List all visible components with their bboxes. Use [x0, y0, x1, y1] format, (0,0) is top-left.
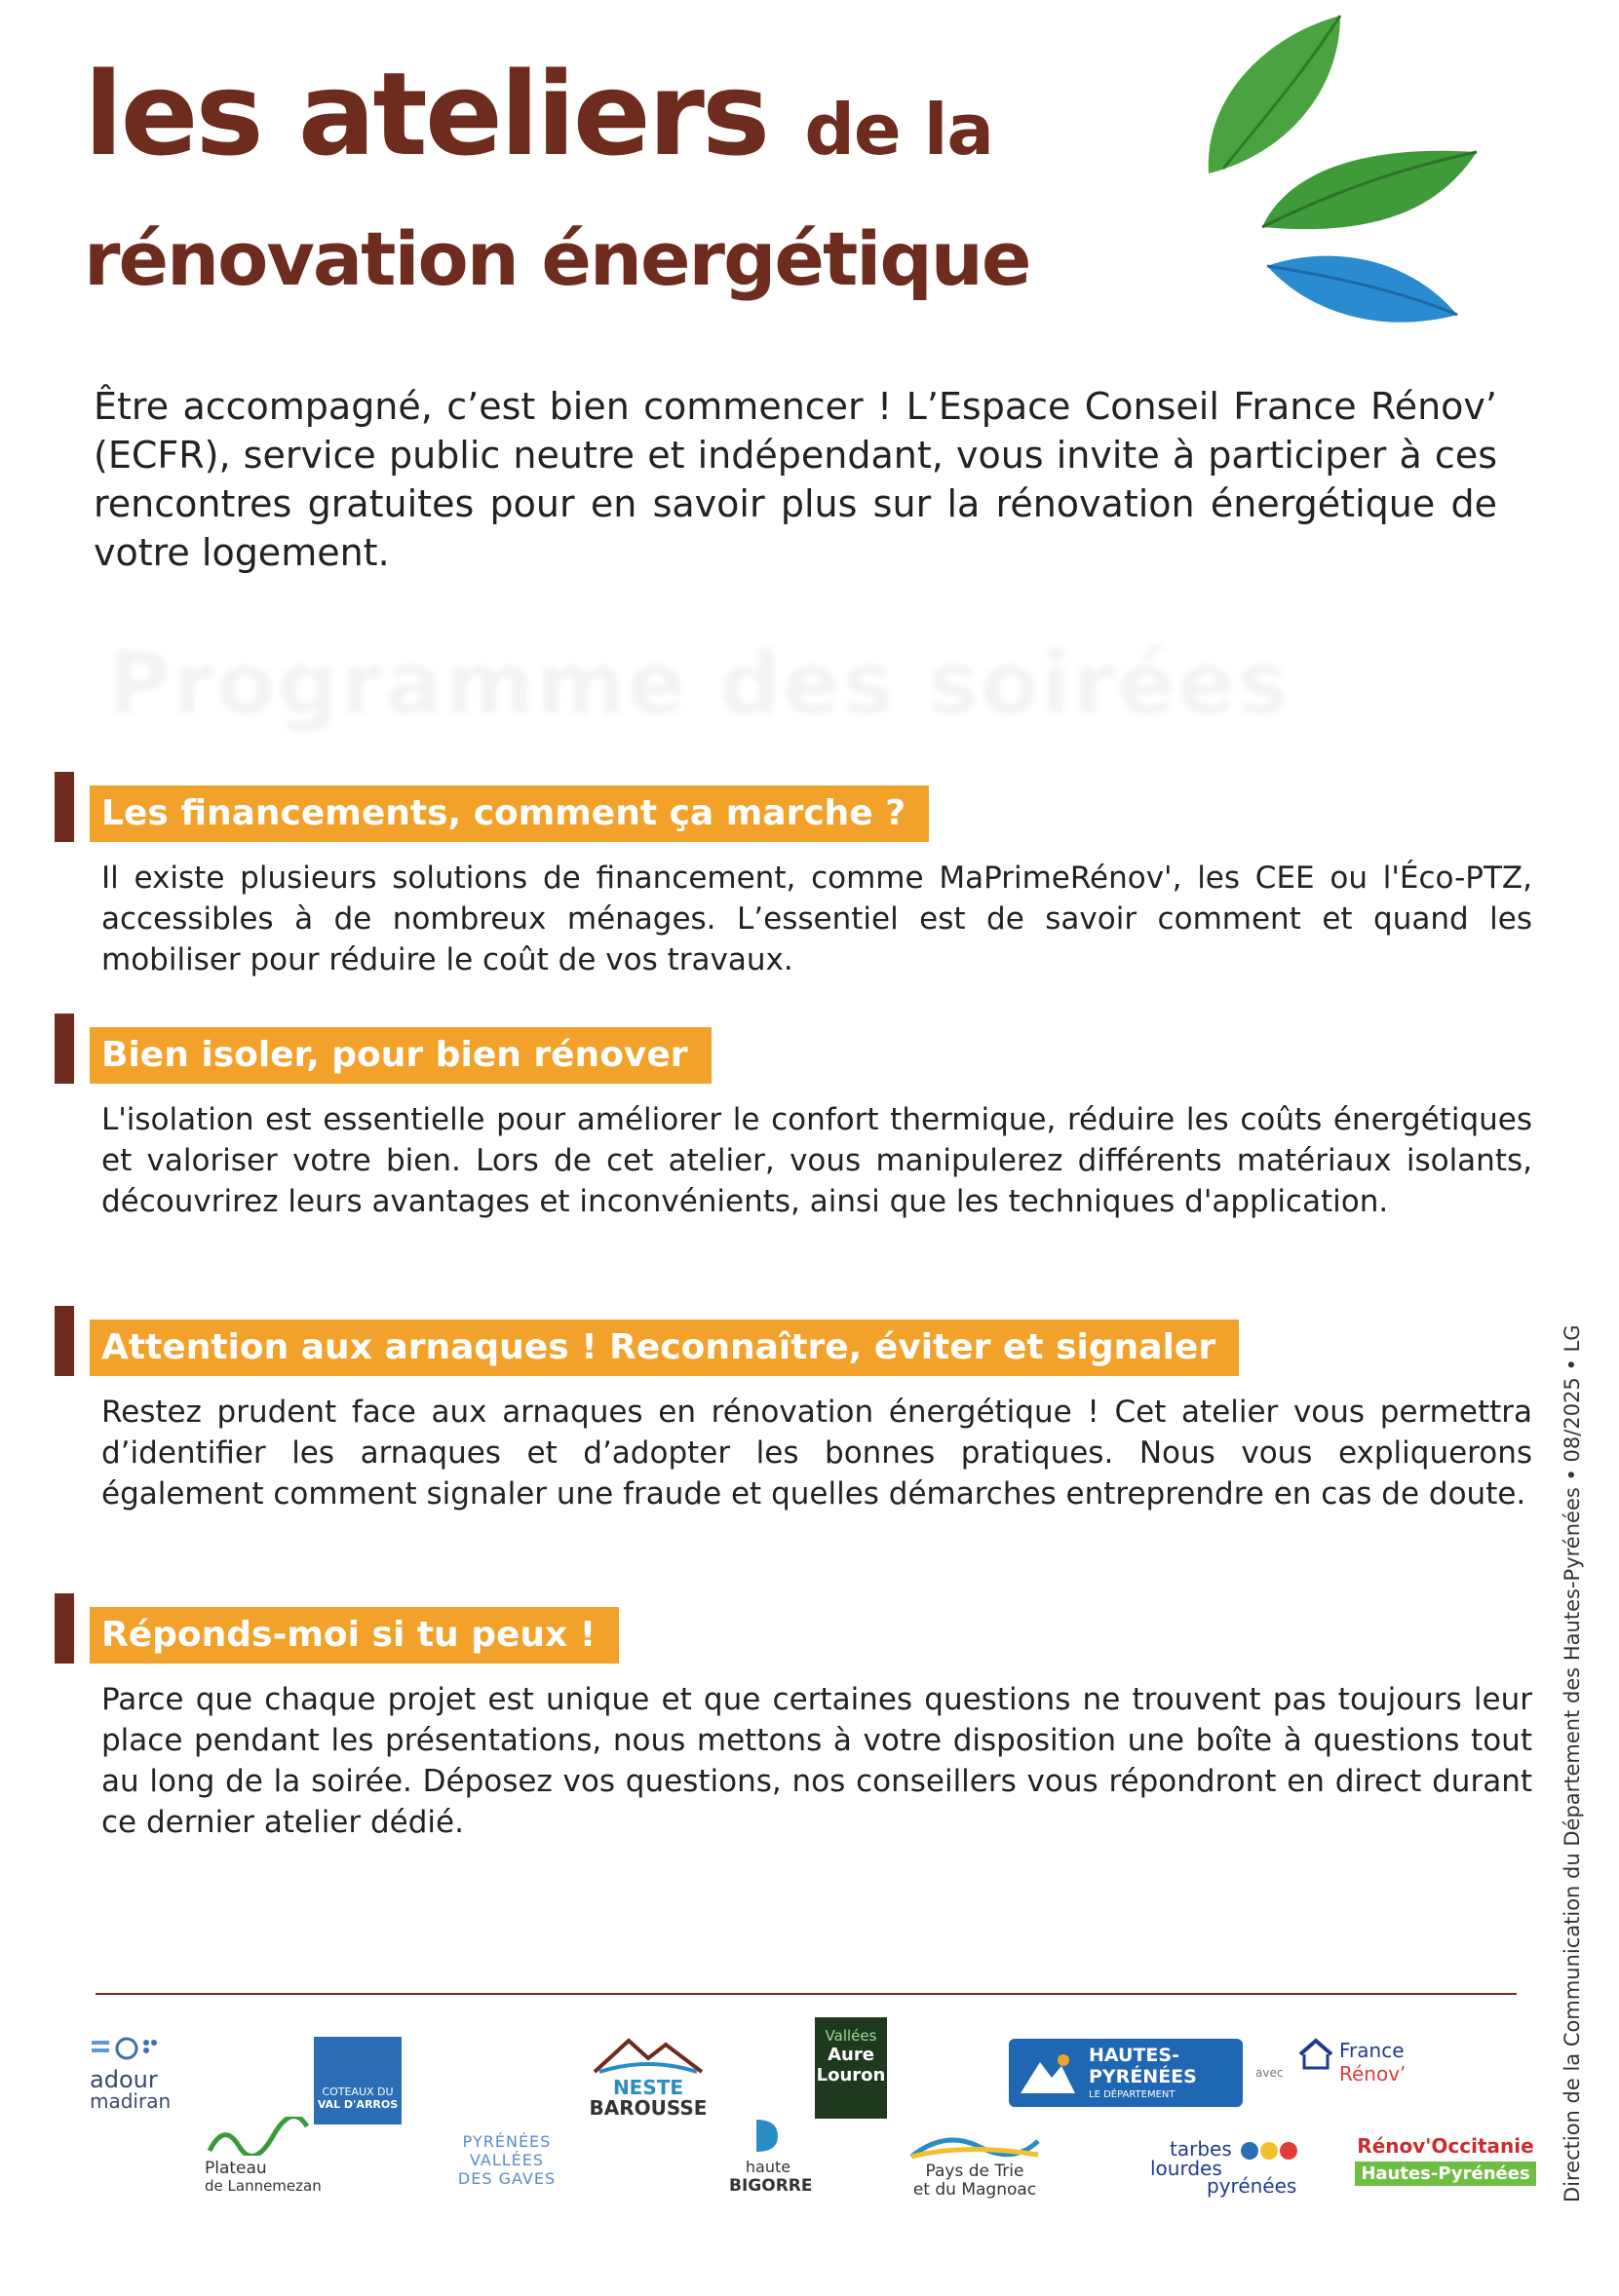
credit-text: Direction de la Communication du Département des Hautes-Pyrénées • 08/2025 • LG [1561, 1324, 1584, 2202]
hills-icon [906, 2129, 1043, 2159]
section-bar [55, 1593, 74, 1664]
logo-neste-barousse: NESTE BAROUSSE [585, 2035, 712, 2123]
page-title [84, 47, 994, 181]
title-main: les ateliers [84, 47, 768, 181]
logo-haute-bigorre: haute BIGORRE [729, 2115, 807, 2212]
landscape-icon [205, 2117, 312, 2156]
logo-hautes-pyrenees-departement: HAUTES- PYRÉNÉES LE DÉPARTEMENT [1009, 2039, 1243, 2107]
logo-pays-trie-magnoac: Pays de Trie et du Magnoac [902, 2129, 1048, 2202]
dots-icon [1240, 2139, 1298, 2162]
logo-pyrenees-vallees-gaves: PYRÉNÉES VALLÉES DES GAVES [457, 2132, 557, 2188]
intro-text: Être accompagné, c’est bien commencer ! L’Espace Conseil France Rénov’ (ECFR), service public neutre et indépendant, vous invite à participer à ces rencontres gratuites pour en savoir plus sur la rénovation énergétique de votre logement. [94, 385, 1497, 574]
section-bar [55, 772, 74, 842]
logo-coteaux-val-darros: COTEAUX DU VAL D'ARROS [314, 2037, 402, 2124]
section-financements [55, 772, 1536, 980]
section-bar [55, 1306, 74, 1376]
logo-aure-louron: Vallées Aure Louron [815, 2017, 887, 2119]
section-body: L'isolation est essentielle pour améliorer le confort thermique, réduire les coûts énergétiques et valoriser votre bien. Lors de cet atelier, vous manipulerez différents matériaux isolants, découvrirez leurs avantages et inconvénients, ainsi que les techniques d'application. [101, 1102, 1532, 1219]
section-arnaques [55, 1306, 1536, 1514]
leaves-icon [1194, 8, 1486, 339]
logo-france-renov: France Rénov’ [1296, 2037, 1433, 2105]
house-icon [1296, 2037, 1335, 2072]
mountain-icon [590, 2035, 707, 2074]
page-subtitle: rénovation énergétique [84, 215, 1030, 302]
faded-heading: Programme des soirées [107, 633, 1291, 734]
wave-icon [749, 2115, 788, 2154]
section-title: Réponds-moi si tu peux ! [90, 1607, 619, 1664]
logo-renov-occitanie: Rénov'Occitanie Hautes-Pyrénées [1357, 2134, 1534, 2184]
water-drop-icon [90, 2035, 168, 2064]
section-bar [55, 1014, 74, 1084]
title-connector: de la [804, 89, 994, 171]
section-title: Attention aux arnaques ! Reconnaître, éviter et signaler [90, 1320, 1239, 1376]
section-title: Les financements, comment ça marche ? [90, 785, 929, 842]
logo-tarbes-lourdes-pyrenees: tarbes lourdes pyrénées [1150, 2137, 1297, 2198]
footer-divider [96, 1993, 1517, 1995]
logo-adour-madiran: adour madiran [90, 2035, 197, 2132]
section-body: Parce que chaque projet est unique et que certaines questions ne trouvent pas toujours leur place pendant les présentations, nous mettons à votre disposition une boîte à questions tout au long de la soirée. Déposez vos questions, nos conseillers vous répondront en direct durant ce dernier atelier dédié. [101, 1682, 1532, 1840]
section-questions [55, 1593, 1536, 1843]
credit-vertical [1555, 1324, 1594, 2202]
section-body: Restez prudent face aux arnaques en rénovation énergétique ! Cet atelier vous permettra d’identifier les arnaques et d’adopter les bonnes pratiques. Nous vous expliquerons également comment signaler une fraude et quelles démarches entreprendre en cas de doute. [101, 1395, 1532, 1512]
section-title: Bien isoler, pour bien rénover [90, 1027, 712, 1084]
logo-plateau-lannemezan: Plateau de Lannemezan [205, 2117, 322, 2209]
section-body: Il existe plusieurs solutions de financement, comme MaPrimeRénov', les CEE ou l'Éco-PTZ, accessibles à de nombreux ménages. L’essentiel est de savoir comment et quand les mobiliser pour réduire le coût de vos travaux. [101, 861, 1532, 977]
mountain-icon [1019, 2052, 1077, 2095]
logo-avec: avec [1255, 2066, 1284, 2080]
section-isolation [55, 1014, 1536, 1222]
